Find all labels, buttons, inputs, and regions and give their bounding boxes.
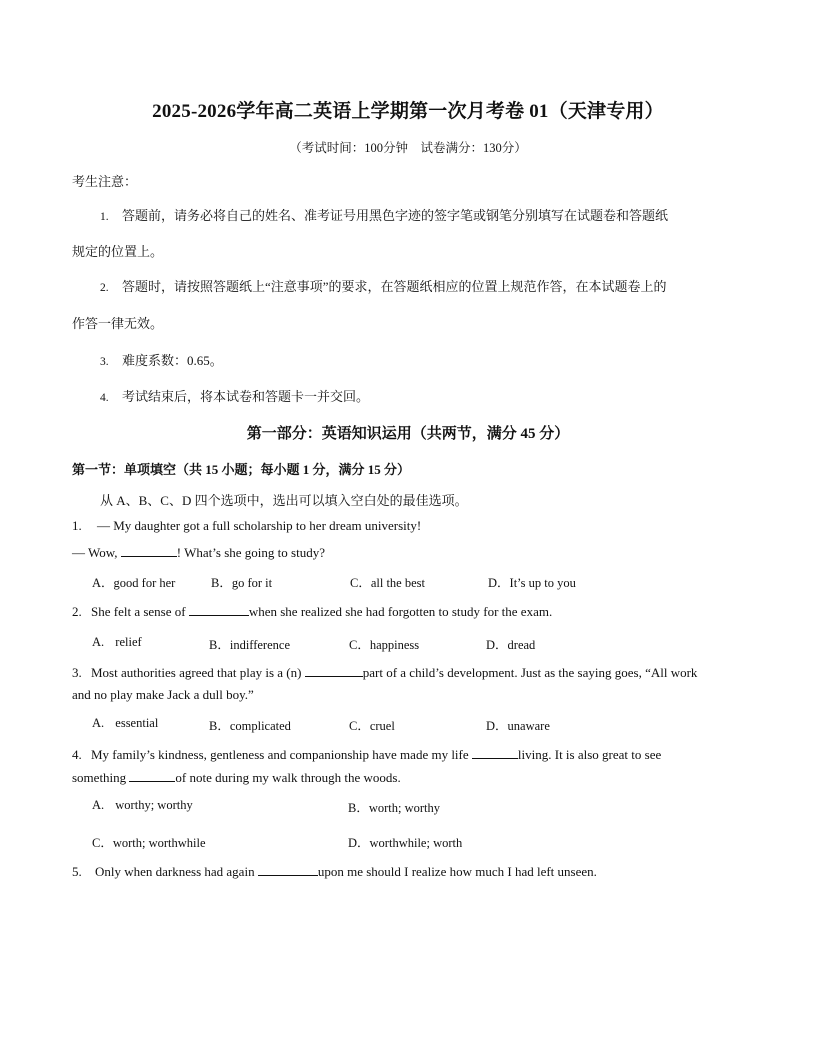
exam-subtitle: （考试时间：100分钟 试卷满分：130分） <box>289 141 527 155</box>
section-one-title: 第一节：单项填空（共 15 小题；每小题 1 分，满分 15 分） <box>72 462 411 477</box>
answer-blank <box>258 864 318 876</box>
notice-number: 2. <box>100 282 109 294</box>
option-c[interactable]: C．happiness <box>349 638 420 652</box>
option-a[interactable]: A．good for her <box>92 576 176 590</box>
answer-blank <box>305 665 363 677</box>
option-a[interactable]: A. essential <box>92 716 159 730</box>
option-d[interactable]: D．It’s up to you <box>488 576 576 590</box>
question-text: of note during my walk through the woods. <box>175 770 401 785</box>
option-d[interactable]: D．worthwhile; worth <box>348 836 463 850</box>
notice-text: 考试结束后，将本试卷和答题卡一并交回。 <box>122 389 370 404</box>
question-text: living. It is also great to see <box>517 747 662 762</box>
option-c[interactable]: C．all the best <box>350 576 425 590</box>
question-number: 2. <box>72 604 82 619</box>
question-text: Only when darkness had again <box>95 864 255 879</box>
part-one-title: 第一部分：英语知识运用（共两节，满分 45 分） <box>246 426 570 442</box>
notice-number: 1. <box>100 211 109 223</box>
option-b[interactable]: B．indifference <box>209 638 290 652</box>
notice-item-1 <box>100 205 668 224</box>
question-4-line2 <box>72 770 401 786</box>
question-text: ! What’s she going to study? <box>176 545 325 560</box>
notice-item-3 <box>100 350 223 369</box>
answer-blank <box>129 770 175 782</box>
question-number: 4. <box>72 747 82 762</box>
answer-blank <box>189 604 249 616</box>
option-b[interactable]: B．worth; worthy <box>348 801 441 815</box>
notice-item-2-cont: 作答一律无效。 <box>72 316 164 331</box>
section-instruction: 从 A、B、C、D 四个选项中，选出可以填入空白处的最佳选项。 <box>100 493 468 508</box>
notice-item-4 <box>100 386 369 405</box>
notice-number: 4. <box>100 392 109 404</box>
question-3 <box>72 665 697 681</box>
notice-heading: 考生注意： <box>72 174 138 189</box>
option-d[interactable]: D．unaware <box>486 719 550 733</box>
notice-text: 难度系数：0.65。 <box>122 353 223 368</box>
question-text: Most authorities agreed that play is a (n) <box>91 665 302 680</box>
option-b[interactable]: B．complicated <box>209 719 291 733</box>
question-1-line2 <box>72 545 325 561</box>
notice-item-2 <box>100 276 667 295</box>
option-a[interactable]: A. worthy; worthy <box>92 798 193 812</box>
notice-item-1-cont: 规定的位置上。 <box>72 244 164 259</box>
answer-blank <box>121 545 177 557</box>
option-c[interactable]: C．cruel <box>349 719 395 733</box>
question-5 <box>72 864 597 880</box>
question-text: — Wow, <box>72 545 118 560</box>
question-1 <box>72 518 421 534</box>
option-d[interactable]: D．dread <box>486 638 536 652</box>
option-a[interactable]: A. relief <box>92 635 142 649</box>
notice-text: 答题时，请按照答题纸上“注意事项”的要求，在答题纸相应的位置上规范作答，在本试题卷上的 <box>122 279 667 294</box>
question-number: 1. <box>72 518 82 533</box>
question-number: 5. <box>72 864 82 879</box>
question-text: She felt a sense of <box>91 604 186 619</box>
answer-blank <box>472 747 518 759</box>
question-4 <box>72 747 661 763</box>
question-text: when she realized she had forgotten to study for the exam. <box>248 604 553 619</box>
option-b[interactable]: B．go for it <box>211 576 273 590</box>
question-3-line2: and no play make Jack a dull boy.” <box>72 687 254 702</box>
notice-text: 答题前，请务必将自己的姓名、准考证号用黑色字迹的签字笔或钢笔分别填写在试题卷和答题纸 <box>122 208 669 223</box>
question-text: — My daughter got a full scholarship to her dream university! <box>97 518 422 533</box>
option-c[interactable]: C．worth; worthwhile <box>92 836 206 850</box>
question-text: something <box>72 770 127 785</box>
exam-title: 2025-2026学年高二英语上学期第一次月考卷 01（天津专用） <box>152 101 664 122</box>
notice-number: 3. <box>100 356 109 368</box>
question-text: upon me should I realize how much I had left unseen. <box>317 864 597 879</box>
question-text: My family’s kindness, gentleness and companionship have made my life <box>91 747 469 762</box>
question-text: part of a child’s development. Just as the saying goes, “All work <box>362 665 698 680</box>
question-number: 3. <box>72 665 82 680</box>
question-2 <box>72 604 552 620</box>
